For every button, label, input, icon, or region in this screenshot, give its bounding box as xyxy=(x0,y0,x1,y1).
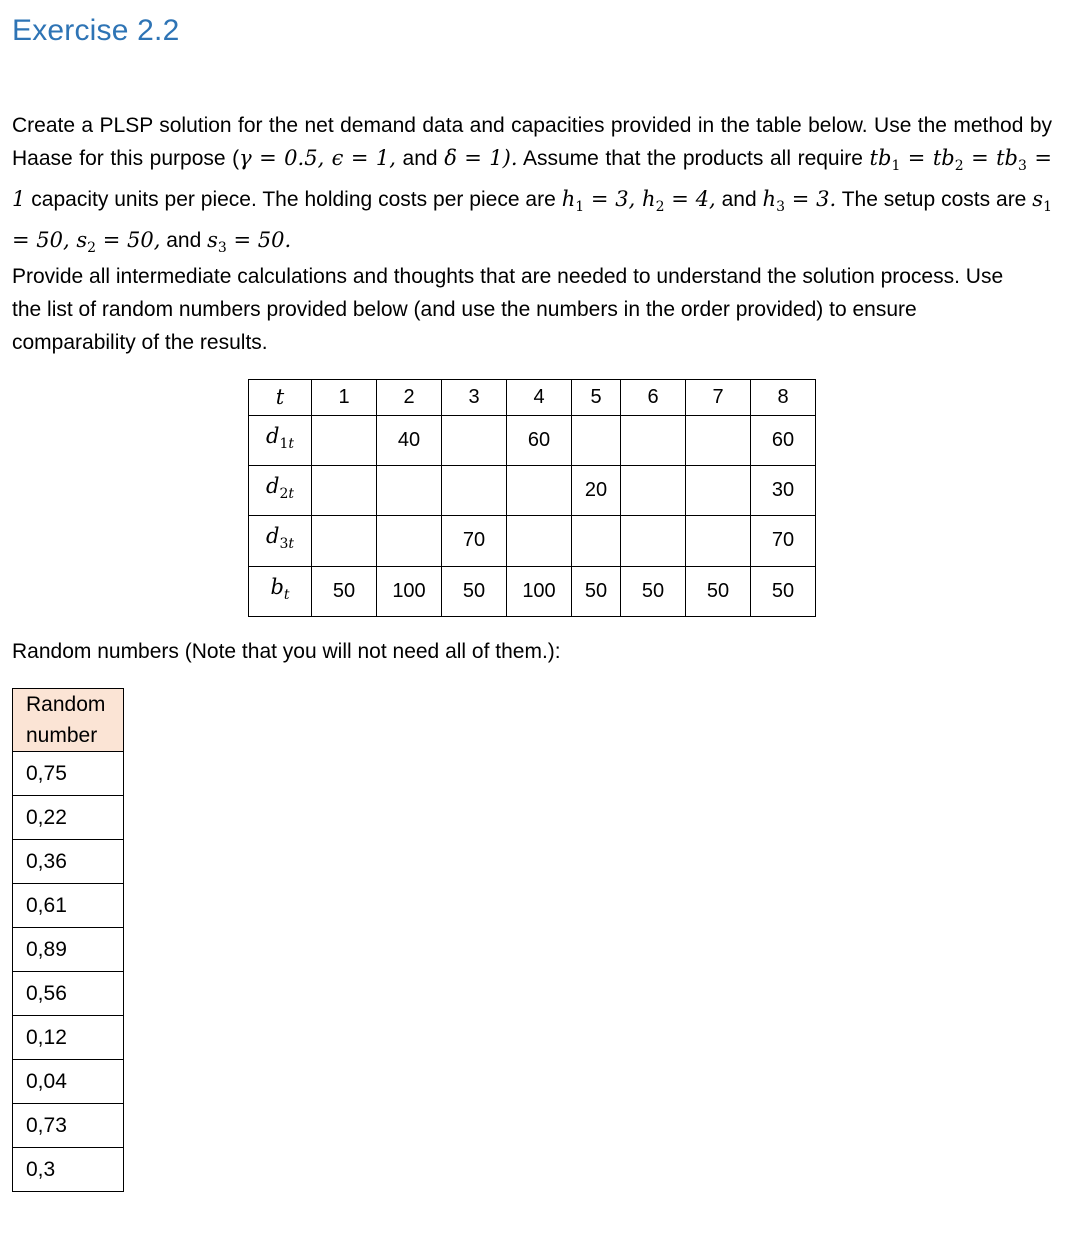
table-cell xyxy=(621,466,686,516)
table-cell xyxy=(442,466,507,516)
random-number-cell: 0,36 xyxy=(13,840,124,884)
random-number-cell: 0,3 xyxy=(13,1148,124,1192)
table-cell: 100 xyxy=(377,566,442,616)
table-cell xyxy=(686,466,751,516)
row-label-d1t: $d_{1t}$ xyxy=(249,416,312,466)
table-cell: 20 xyxy=(572,466,621,516)
period-cell: 7 xyxy=(686,380,751,416)
table-cell xyxy=(442,416,507,466)
table-cell: 40 xyxy=(377,416,442,466)
demand-row-product-3 xyxy=(249,516,816,566)
exercise-title: Exercise 2.2 xyxy=(12,14,180,47)
table-cell xyxy=(621,416,686,466)
problem-statement: Create a PLSP solution for the net demand data and capacities provided in the table below. Use the method by Haase for this purpose (γ = 0.5, ϵ = 1, and δ = 1). Assume that the products all require $tb_1 = tb_2 = tb_3 = 1$ capacity units per piece. The holding costs per piece are $h_1 = 3$, $h_2 = 4$, and $h_3 = 3$. The setup costs are $s_1 = 50$, $s_2 = 50$, and $s_3 = 50$. xyxy=(12,114,1052,257)
table-cell xyxy=(507,466,572,516)
table-cell xyxy=(377,466,442,516)
table-cell: 50 xyxy=(686,566,751,616)
random-number-cell: 0,22 xyxy=(13,796,124,840)
demand-row-product-2 xyxy=(249,466,816,516)
table-cell: 50 xyxy=(621,566,686,616)
random-numbers-table xyxy=(12,688,124,1192)
capacity-row xyxy=(249,566,816,616)
table-cell xyxy=(572,416,621,466)
random-number-cell: 0,61 xyxy=(13,884,124,928)
row-label-d2t: $d_{2t}$ xyxy=(249,466,312,516)
period-cell: 6 xyxy=(621,380,686,416)
table-cell: 50 xyxy=(751,566,816,616)
random-numbers-caption: Random numbers (Note that you will not need all of them.): xyxy=(12,640,561,663)
table-cell xyxy=(312,466,377,516)
random-number-cell: 0,89 xyxy=(13,928,124,972)
period-cell: 8 xyxy=(751,380,816,416)
random-number-cell: 0,12 xyxy=(13,1016,124,1060)
table-cell xyxy=(686,416,751,466)
table-cell xyxy=(572,516,621,566)
table-cell: 50 xyxy=(572,566,621,616)
table-cell: 60 xyxy=(507,416,572,466)
table-cell: 60 xyxy=(751,416,816,466)
period-cell: 2 xyxy=(377,380,442,416)
period-row xyxy=(249,380,816,416)
period-cell: 3 xyxy=(442,380,507,416)
demand-capacity-table xyxy=(248,379,816,617)
table-cell: 30 xyxy=(751,466,816,516)
demand-row-product-1 xyxy=(249,416,816,466)
random-number-cell: 0,73 xyxy=(13,1104,124,1148)
table-cell: 50 xyxy=(312,566,377,616)
table-cell xyxy=(621,516,686,566)
row-label-d3t: $d_{3t}$ xyxy=(249,516,312,566)
random-number-cell: 0,04 xyxy=(13,1060,124,1104)
table-cell: 100 xyxy=(507,566,572,616)
random-table-header: Random number xyxy=(13,689,124,752)
table-cell xyxy=(312,416,377,466)
table-cell: 70 xyxy=(751,516,816,566)
row-label-t: t xyxy=(249,380,312,416)
row-label-bt: $b_t$ xyxy=(249,566,312,616)
period-cell: 5 xyxy=(572,380,621,416)
table-cell xyxy=(507,516,572,566)
table-cell: 70 xyxy=(442,516,507,566)
table-cell xyxy=(377,516,442,566)
table-cell: 50 xyxy=(442,566,507,616)
instructions-paragraph: Provide all intermediate calculations and thoughts that are needed to understand the solution process. Use the list of random numbers provided below (and use the numbers in the order provided) to ensure comparability of the results. xyxy=(12,265,1004,354)
table-cell xyxy=(686,516,751,566)
random-number-cell: 0,56 xyxy=(13,972,124,1016)
period-cell: 1 xyxy=(312,380,377,416)
table-cell xyxy=(312,516,377,566)
random-number-cell: 0,75 xyxy=(13,752,124,796)
period-cell: 4 xyxy=(507,380,572,416)
